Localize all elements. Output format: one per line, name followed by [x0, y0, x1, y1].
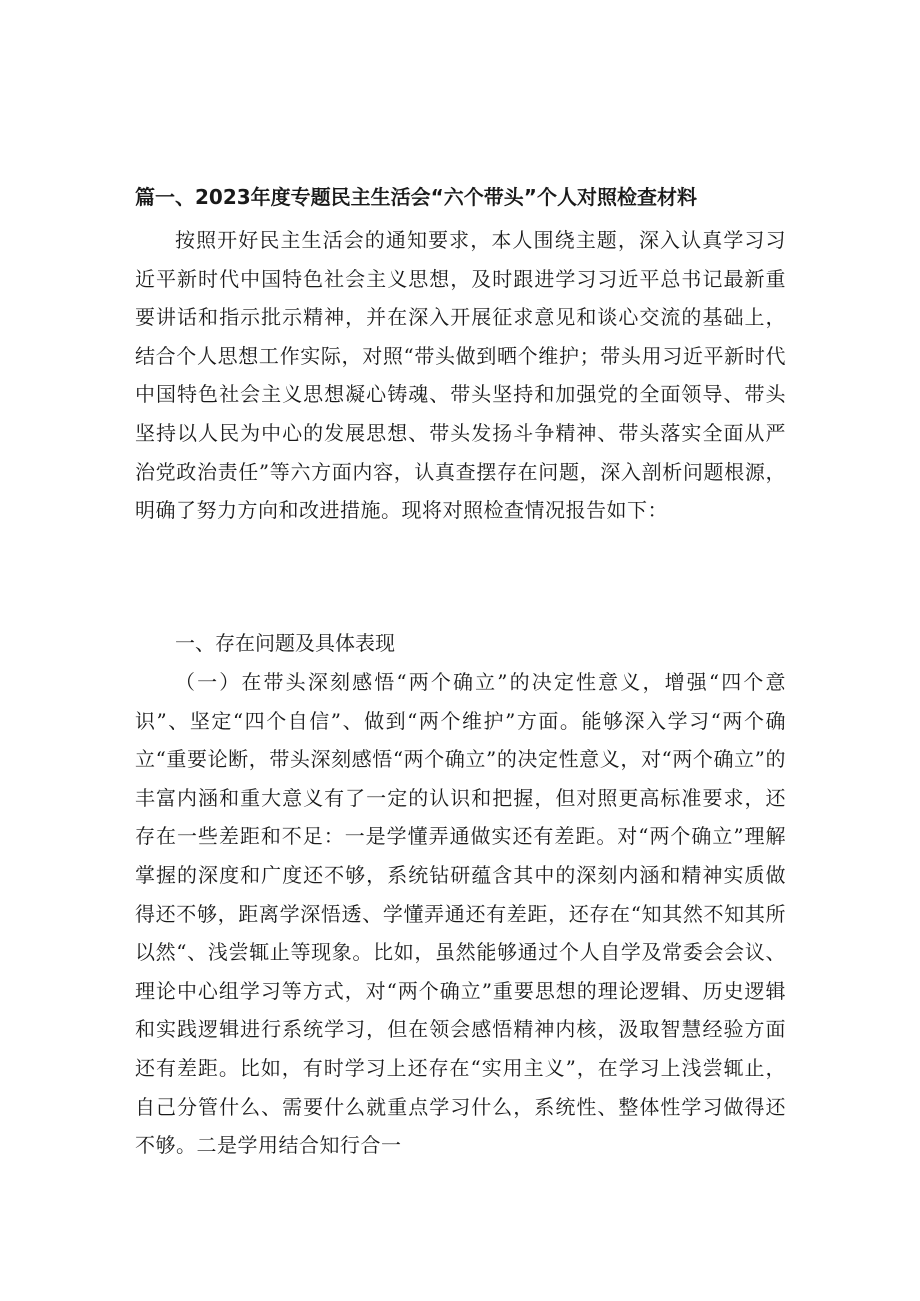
section-heading: 一、存在问题及具体表现 [175, 631, 395, 655]
document-title: 篇一、2023年度专题民主生活会“六个带头”个人对照检查材料 [135, 185, 697, 209]
intro-paragraph: 按照开好民主生活会的通知要求，本人围绕主题，深入认真学习习近平新时代中国特色社会主义思想，及时跟进学习习近平总书记最新重要讲话和指示批示精神，并在深入开展征求意见和谈心交流的基础上，结合个人思想工作实际，对照“带头做到晒个维护；带头用习近平新时代中国特色社会主义思想凝心铸魂、带头坚持和加强党的全面领导、带头坚持以人民为中心的发展思想、带头发扬斗争精神、带头落实全面从严治党政治责任”等六方面内容，认真查摆存在问题，深入剖析问题根源，明确了努力方向和改进措施。现将对照检查情况报告如下： [135, 228, 786, 523]
section-paragraph: （一）在带头深刻感悟“两个确立”的决定性意义，增强“四个意识”、坚定“四个自信”、做到“两个维护”方面。能够深入学习“两个确立“重要论断，带头深刻感悟“两个确立”的决定性意义，对“两个确立”的丰富内涵和重大意义有了一定的认识和把握，但对照更高标准要求，还存在一些差距和不足：一是学懂弄通做实还有差距。对“两个确立”理解掌握的深度和广度还不够，系统钻研蕴含其中的深刻内涵和精神实质做得还不够，距离学深悟透、学懂弄通还有差距，还存在“知其然不知其所以然“、浅尝辄止等现象。比如，虽然能够通过个人自学及常委会会议、理论中心组学习等方式，对“两个确立”重要思想的理论逻辑、历史逻辑和实践逻辑进行系统学习，但在领会感悟精神内核，汲取智慧经验方面还有差距。比如，有时学习上还存在“实用主义”，在学习上浅尝辄止，自己分管什么、需要什么就重点学习什么，系统性、整体性学习做得还不够。二是学用结合知行合一 [135, 670, 786, 1158]
